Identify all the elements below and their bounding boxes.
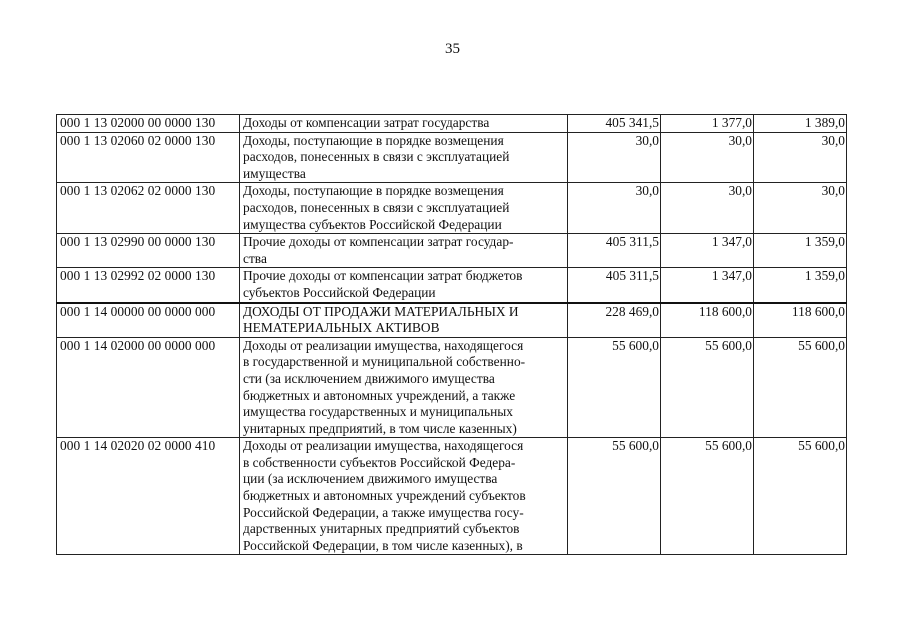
revenue-name-cell: Доходы от реализации имущества, находящегося в собственности субъектов Российской Федера- ции (за исключением движимого имущества бюджетных и автономных учреждений субъектов Российской Федерации, а также имущества госу- дарственных унитарных предприятий субъектов Российской Федерации, в том числе казенных), в bbox=[240, 438, 568, 555]
amount-year-2-cell: 1 377,0 bbox=[661, 115, 754, 133]
amount-year-1-cell: 55 600,0 bbox=[568, 438, 661, 555]
revenue-name-cell: ДОХОДЫ ОТ ПРОДАЖИ МАТЕРИАЛЬНЫХ И НЕМАТЕРИАЛЬНЫХ АКТИВОВ bbox=[240, 303, 568, 338]
kbk-code-cell: 000 1 13 02992 02 0000 130 bbox=[57, 268, 240, 303]
kbk-code-cell: 000 1 13 02060 02 0000 130 bbox=[57, 132, 240, 183]
kbk-code-cell: 000 1 14 00000 00 0000 000 bbox=[57, 303, 240, 338]
amount-year-3-cell: 1 389,0 bbox=[754, 115, 847, 133]
amount-year-1-cell: 228 469,0 bbox=[568, 303, 661, 338]
revenue-name-cell: Прочие доходы от компенсации затрат бюджетов субъектов Российской Федерации bbox=[240, 268, 568, 303]
kbk-code-cell: 000 1 14 02000 00 0000 000 bbox=[57, 337, 240, 438]
kbk-code-cell: 000 1 13 02062 02 0000 130 bbox=[57, 183, 240, 234]
amount-year-2-cell: 55 600,0 bbox=[661, 438, 754, 555]
table-row bbox=[57, 234, 847, 268]
amount-year-2-cell: 1 347,0 bbox=[661, 234, 754, 268]
amount-year-3-cell: 55 600,0 bbox=[754, 337, 847, 438]
table-row bbox=[57, 438, 847, 555]
amount-year-2-cell: 118 600,0 bbox=[661, 303, 754, 338]
amount-year-2-cell: 55 600,0 bbox=[661, 337, 754, 438]
revenue-name-cell: Доходы, поступающие в порядке возмещения расходов, понесенных в связи с эксплуатацией имущества bbox=[240, 132, 568, 183]
page-number: 35 bbox=[445, 41, 460, 57]
amount-year-3-cell: 30,0 bbox=[754, 132, 847, 183]
amount-year-2-cell: 30,0 bbox=[661, 183, 754, 234]
kbk-code-cell: 000 1 14 02020 02 0000 410 bbox=[57, 438, 240, 555]
amount-year-3-cell: 1 359,0 bbox=[754, 234, 847, 268]
amount-year-3-cell: 55 600,0 bbox=[754, 438, 847, 555]
amount-year-2-cell: 30,0 bbox=[661, 132, 754, 183]
table-row bbox=[57, 115, 847, 133]
amount-year-1-cell: 30,0 bbox=[568, 183, 661, 234]
amount-year-1-cell: 405 341,5 bbox=[568, 115, 661, 133]
revenue-name-cell: Доходы от реализации имущества, находящегося в государственной и муниципальной собственно- сти (за исключением движимого имущества бюджетных и автономных учреждений, а также имущества государственных и муниципальных унитарных предприятий, в том числе казенных) bbox=[240, 337, 568, 438]
amount-year-1-cell: 405 311,5 bbox=[568, 268, 661, 303]
table-row bbox=[57, 303, 847, 338]
amount-year-2-cell: 1 347,0 bbox=[661, 268, 754, 303]
table-row bbox=[57, 268, 847, 303]
kbk-code-cell: 000 1 13 02990 00 0000 130 bbox=[57, 234, 240, 268]
table-row bbox=[57, 132, 847, 183]
table-row bbox=[57, 183, 847, 234]
table-row bbox=[57, 337, 847, 438]
amount-year-1-cell: 405 311,5 bbox=[568, 234, 661, 268]
revenue-name-cell: Прочие доходы от компенсации затрат государ- ства bbox=[240, 234, 568, 268]
revenue-name-cell: Доходы от компенсации затрат государства bbox=[240, 115, 568, 133]
kbk-code-cell: 000 1 13 02000 00 0000 130 bbox=[57, 115, 240, 133]
revenue-name-cell: Доходы, поступающие в порядке возмещения расходов, понесенных в связи с эксплуатацией имущества субъектов Российской Федерации bbox=[240, 183, 568, 234]
amount-year-1-cell: 55 600,0 bbox=[568, 337, 661, 438]
amount-year-3-cell: 118 600,0 bbox=[754, 303, 847, 338]
amount-year-1-cell: 30,0 bbox=[568, 132, 661, 183]
amount-year-3-cell: 30,0 bbox=[754, 183, 847, 234]
amount-year-3-cell: 1 359,0 bbox=[754, 268, 847, 303]
budget-revenue-table bbox=[56, 114, 847, 555]
